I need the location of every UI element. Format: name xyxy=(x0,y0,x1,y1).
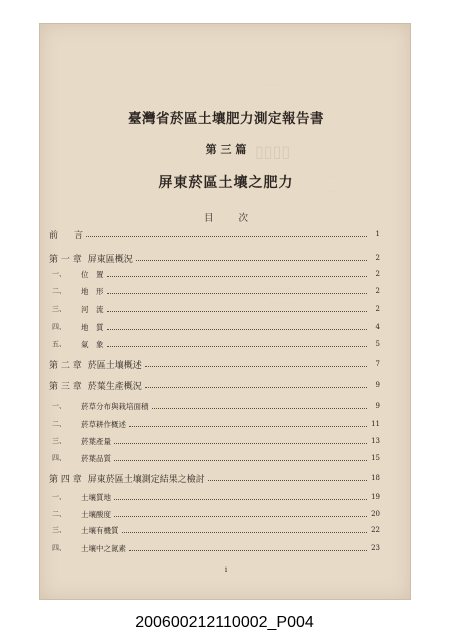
toc-subentry xyxy=(46,267,380,281)
toc-number: 二、 xyxy=(52,420,66,428)
toc-subentry xyxy=(46,451,380,465)
toc-page-number: 13 xyxy=(371,437,380,445)
toc-page-number: 9 xyxy=(375,402,380,410)
toc-subentry xyxy=(46,320,380,334)
dot-leader xyxy=(129,550,367,551)
toc-page-number: 15 xyxy=(371,454,380,462)
toc-page-number: 2 xyxy=(375,270,380,278)
toc-number: 一、 xyxy=(52,402,66,410)
toc-subentry xyxy=(46,490,380,504)
scanned-page xyxy=(39,23,411,600)
dot-leader xyxy=(122,532,368,533)
toc-entry xyxy=(49,471,380,485)
toc-title: 位 置 xyxy=(81,269,104,279)
toc-subentry xyxy=(46,417,380,431)
part-label: 第 三 篇 xyxy=(205,143,247,156)
toc-title: 菸葉生產概況 xyxy=(87,381,142,392)
toc-number: 三、 xyxy=(52,305,66,313)
toc-number: 一、 xyxy=(52,493,66,501)
dot-leader xyxy=(114,516,367,517)
bleed-through-text: ‧ ‧ ‧ ‧ ‧ ‧ xyxy=(270,314,291,321)
toc-title: 氣 象 xyxy=(81,339,104,349)
toc-number: 四、 xyxy=(52,323,66,331)
toc-title: 言 xyxy=(74,230,84,241)
dot-leader xyxy=(145,366,367,367)
toc-page-number: 18 xyxy=(371,474,380,482)
toc-subentry xyxy=(46,523,380,537)
main-title: 臺灣省菸區土壤肥力測定報告書 xyxy=(128,111,324,127)
page-folio: i xyxy=(224,566,228,574)
dot-leader xyxy=(129,426,367,427)
toc-title: 屏東菸區土壤測定結果之檢討 xyxy=(87,474,205,485)
bleed-through-mark: ▯▯▯▯ xyxy=(255,142,291,161)
toc-title: 菸區土壤概述 xyxy=(87,360,142,371)
toc-subentry xyxy=(46,337,380,351)
dot-leader xyxy=(107,276,368,277)
toc-title: 菸葉產量 xyxy=(81,436,111,446)
dot-leader xyxy=(136,260,367,261)
toc-number: 一、 xyxy=(52,270,66,278)
toc-chapter: 第 四 章 xyxy=(49,474,82,485)
toc-title: 地 形 xyxy=(81,286,104,296)
toc-number: 二、 xyxy=(52,510,66,518)
bleed-through-text: ‧ ‧ ‧ xyxy=(330,174,340,181)
dot-leader xyxy=(114,460,367,461)
toc-title: 河 流 xyxy=(81,304,104,314)
toc-subentry xyxy=(46,541,380,555)
toc-entry xyxy=(49,251,380,265)
toc-number: 五、 xyxy=(52,340,66,348)
toc-page-number: 4 xyxy=(375,323,380,331)
bleed-through-text: ‧ ‧ ‧ ‧ xyxy=(325,189,339,196)
toc-entry xyxy=(49,357,380,371)
toc-subentry xyxy=(46,434,380,448)
toc-title: 地 質 xyxy=(81,322,104,332)
toc-page-number: 19 xyxy=(371,493,380,501)
toc-page-number: 1 xyxy=(375,230,380,238)
bleed-through-text: ‧ ‧ ‧ ‧ ‧ xyxy=(260,82,278,89)
toc-subentry xyxy=(46,399,380,413)
dot-leader xyxy=(145,387,367,388)
toc-title: 菸草耕作概述 xyxy=(81,419,126,429)
bleed-through-text: ‧ ‧ ‧ ‧ ‧ ‧ ‧ ‧ xyxy=(265,286,294,293)
toc-subentry xyxy=(46,302,380,316)
toc-chapter: 第 三 章 xyxy=(49,381,82,392)
toc-chapter: 前 xyxy=(49,230,59,241)
toc-title: 土壤有機質 xyxy=(81,525,119,535)
toc-number: 二、 xyxy=(52,287,66,295)
toc-page-number: 2 xyxy=(375,305,380,313)
toc-page-number: 20 xyxy=(371,510,380,518)
dot-leader xyxy=(152,408,368,409)
dot-leader xyxy=(114,499,367,500)
toc-entry xyxy=(49,227,380,241)
toc-page-number: 2 xyxy=(375,254,380,262)
contents-heading: 目 次 xyxy=(203,213,249,224)
toc-title: 屏東區概況 xyxy=(87,254,133,265)
toc-page-number: 5 xyxy=(375,340,380,348)
toc-number: 三、 xyxy=(52,437,66,445)
dot-leader xyxy=(114,443,367,444)
toc-entry xyxy=(49,378,380,392)
toc-page-number: 22 xyxy=(371,526,380,534)
toc-page-number: 9 xyxy=(375,381,380,389)
image-caption: 200600212110002_P004 xyxy=(135,614,314,631)
toc-title: 土壤中之氮素 xyxy=(81,543,126,553)
sub-title: 屏東菸區土壤之肥力 xyxy=(158,175,294,191)
toc-subentry xyxy=(46,507,380,521)
dot-leader xyxy=(107,329,368,330)
bleed-through-text: ‧ ‧ ‧ ‧ ‧ ‧ ‧ xyxy=(270,300,295,307)
dot-leader xyxy=(208,480,367,481)
toc-page-number: 2 xyxy=(375,287,380,295)
dot-leader xyxy=(107,293,368,294)
dot-leader xyxy=(107,346,368,347)
toc-title: 土壤質地 xyxy=(81,492,111,502)
toc-title: 土壤酸度 xyxy=(81,509,111,519)
toc-number: 三、 xyxy=(52,526,66,534)
toc-chapter: 第 一 章 xyxy=(49,254,82,265)
dot-leader xyxy=(107,311,368,312)
toc-title: 菸葉品質 xyxy=(81,453,111,463)
toc-page-number: 23 xyxy=(371,544,380,552)
toc-title: 菸草分布與栽培面積 xyxy=(81,401,149,411)
toc-page-number: 7 xyxy=(375,360,380,368)
toc-subentry xyxy=(46,284,380,298)
toc-number: 四、 xyxy=(52,544,66,552)
toc-number: 四、 xyxy=(52,454,66,462)
dot-leader xyxy=(86,236,367,237)
toc-chapter: 第 二 章 xyxy=(49,360,82,371)
toc-page-number: 11 xyxy=(371,420,380,428)
